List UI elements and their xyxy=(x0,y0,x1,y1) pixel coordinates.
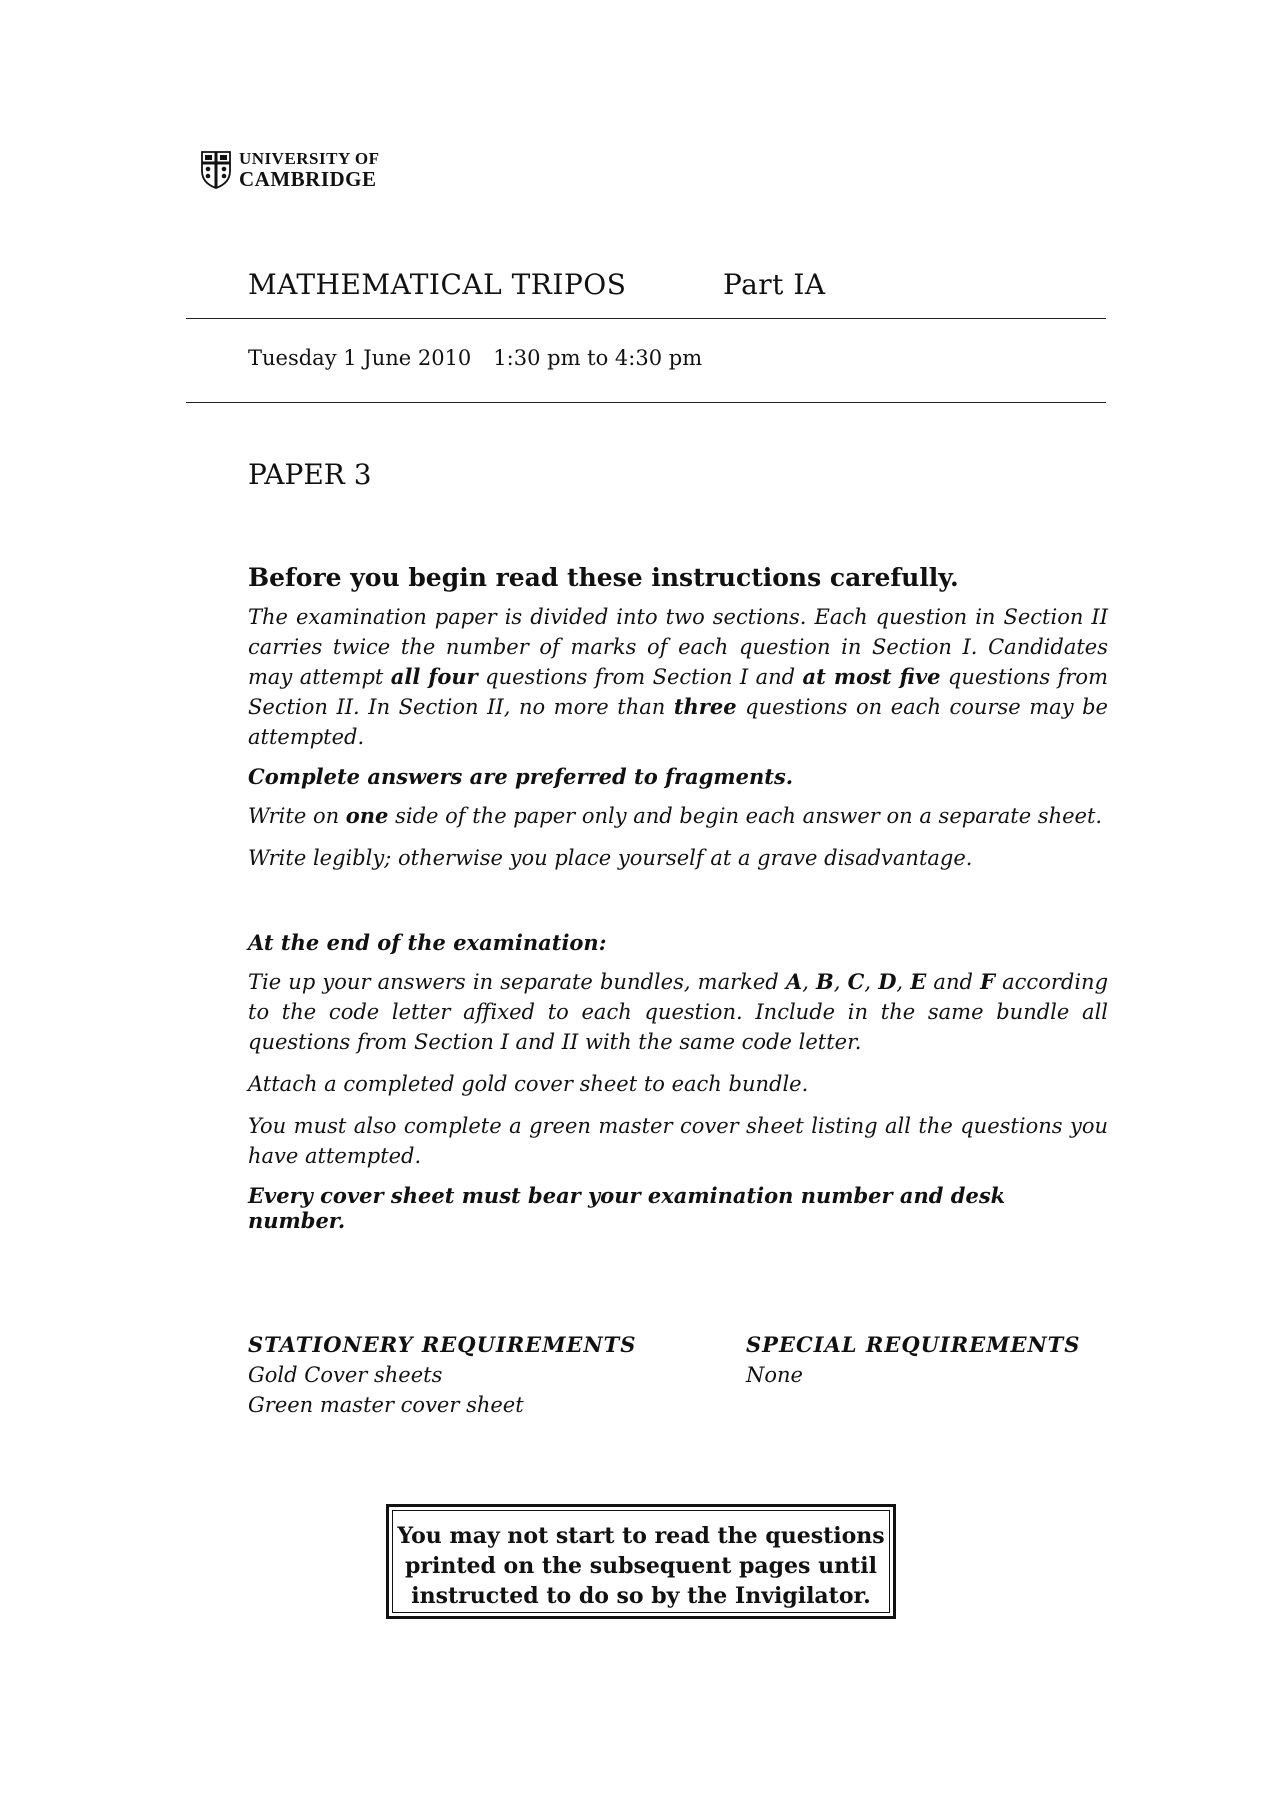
attach-gold-sheet-note: Attach a completed gold cover sheet to each bundle. xyxy=(248,1072,809,1096)
write-one-side-note: Write on one side of the paper only and begin each answer on a separate sheet. xyxy=(248,803,1103,828)
instructions-section xyxy=(248,563,1108,873)
top-rule xyxy=(186,318,1106,319)
date-time-row xyxy=(248,346,702,370)
exam-part: Part IA xyxy=(723,268,826,301)
university-line1: UNIVERSITY OF xyxy=(239,149,380,168)
instructions-heading: Before you begin read these instructions carefully. xyxy=(248,563,959,592)
complete-answers-note: Complete answers are preferred to fragments. xyxy=(248,764,794,789)
end-heading: At the end of the examination: xyxy=(248,930,607,955)
exam-title-row xyxy=(248,268,826,301)
exam-title: MATHEMATICAL TRIPOS xyxy=(248,268,627,301)
stationery-item: Green master cover sheet xyxy=(248,1393,524,1417)
university-line2: CAMBRIDGE xyxy=(239,166,377,191)
green-master-sheet-note: You must also complete a green master cover sheet listing all the questions you have attempted. xyxy=(248,1114,1108,1168)
paper-number: PAPER 3 xyxy=(248,458,372,491)
stationery-item: Gold Cover sheets xyxy=(248,1363,443,1387)
exam-time: 1:30 pm to 4:30 pm xyxy=(493,346,703,370)
write-legibly-note: Write legibly; otherwise you place yourself at a grave disadvantage. xyxy=(248,846,973,870)
stationery-heading: STATIONERY REQUIREMENTS xyxy=(248,1332,637,1357)
bottom-rule xyxy=(186,402,1106,403)
special-requirements xyxy=(746,1330,1080,1390)
end-of-exam-section xyxy=(248,930,1108,1233)
notice-line: instructed to do so by the Invigilator. xyxy=(411,1583,871,1609)
cambridge-crest-icon xyxy=(201,151,231,189)
sections-paragraph: The examination paper is divided into two sections. Each question in Section II carries twice the number of marks of each question in Section I. Candidates may attempt all four questions from Section I and at most five questions from Section II. In Section II, no more than three questions on each course may be attempted. xyxy=(248,605,1108,749)
special-heading: SPECIAL REQUIREMENTS xyxy=(746,1332,1081,1357)
exam-date: Tuesday 1 June 2010 xyxy=(248,346,472,370)
special-item: None xyxy=(746,1363,803,1387)
invigilator-notice-box xyxy=(386,1504,896,1619)
cover-sheet-note: Every cover sheet must bear your examination number and desk number. xyxy=(248,1183,1006,1233)
stationery-requirements xyxy=(248,1330,636,1420)
notice-line: printed on the subsequent pages until xyxy=(405,1553,877,1579)
tie-up-paragraph: Tie up your answers in separate bundles, marked A, B, C, D, E and F according to the code letter affixed to each question. Include in the same bundle all questions from Section I and II with the same code letter. xyxy=(248,969,1109,1054)
university-logo xyxy=(201,150,379,190)
notice-line: You may not start to read the questions xyxy=(397,1523,885,1549)
